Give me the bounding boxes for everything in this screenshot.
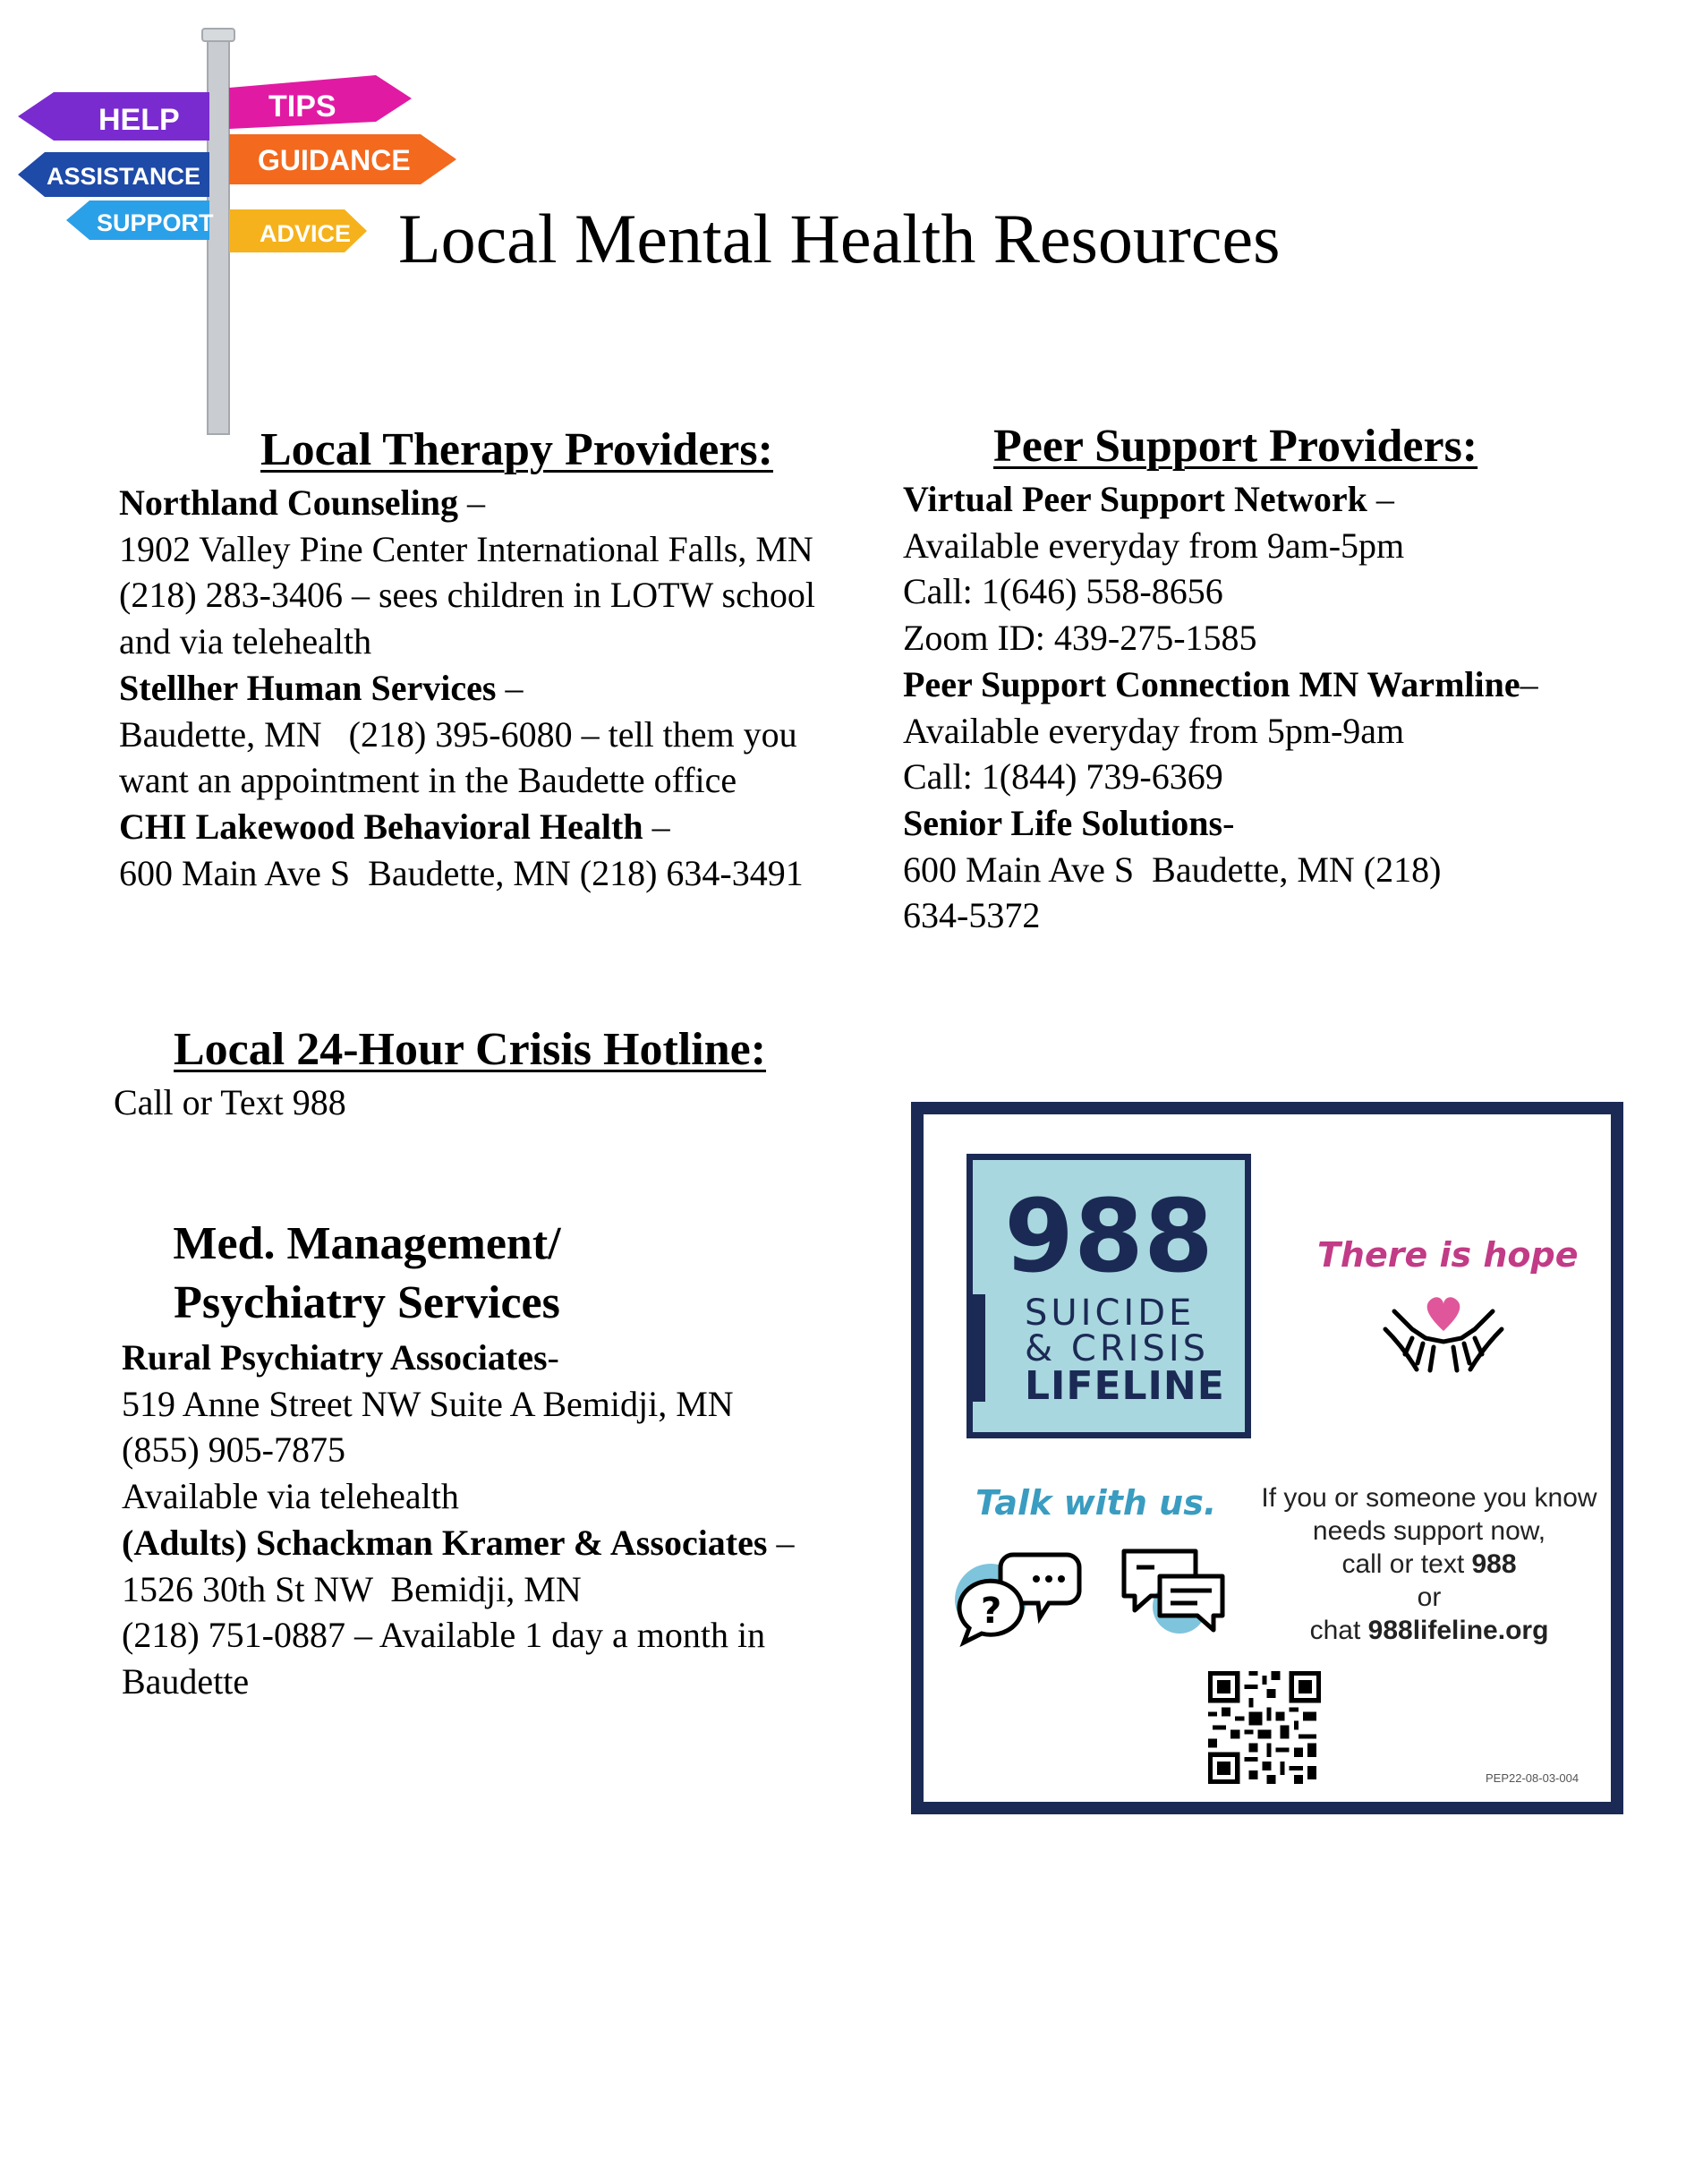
provider-info: Baudette, MN (218) 395-6080 – tell them you want an appointment in the Baudette office <box>119 713 797 801</box>
provider-name: Northland Counseling <box>119 482 458 523</box>
hope-text: There is hope <box>1317 1235 1579 1275</box>
provider-phone: (218) 751-0887 – Available 1 day a month in Baudette <box>122 1615 766 1702</box>
support-number: 988 <box>1471 1549 1517 1579</box>
dash: – <box>457 482 485 523</box>
crisis-text: Call or Text 988 <box>114 1082 346 1122</box>
sign-advice-label: ADVICE <box>260 220 352 247</box>
dash: - <box>547 1337 559 1378</box>
provider-address: 519 Anne Street NW Suite A Bemidji, MN <box>122 1383 734 1424</box>
med-list <box>122 1335 856 1705</box>
page-title: Local Mental Health Resources <box>398 200 1281 277</box>
peer-list <box>903 476 1637 939</box>
provider-name: Virtual Peer Support Network <box>903 479 1367 519</box>
med-management-section <box>122 1215 856 1705</box>
sign-tips-label: TIPS <box>268 90 336 124</box>
provider-name: Peer Support Connection MN Warmline <box>903 663 1520 704</box>
provider-name: CHI Lakewood Behavioral Health <box>119 806 643 847</box>
sign-support-label: SUPPORT <box>97 209 214 236</box>
sign-guidance-label: GUIDANCE <box>258 144 411 176</box>
publication-code: PEP22-08-03-004 <box>1486 1771 1580 1785</box>
logo-accent-bar <box>969 1294 985 1402</box>
support-chat-text: chat <box>1309 1616 1361 1645</box>
sign-help-label: HELP <box>98 103 180 137</box>
support-message <box>1232 1481 1626 1647</box>
provider-name-line <box>903 800 1637 847</box>
provider-address: 600 Main Ave S Baudette, MN (218) 634-5372 <box>903 849 1442 936</box>
logo-line-crisis: & CRISIS <box>1025 1328 1210 1369</box>
provider-name: Stellher Human Services <box>119 667 497 708</box>
provider-name: (Adults) Schackman Kramer & Associates <box>122 1522 768 1563</box>
support-line-2 <box>1232 1548 1626 1581</box>
provider-note: Available via telehealth <box>122 1476 459 1517</box>
provider-name-line <box>903 476 1637 523</box>
provider-address: 600 Main Ave S Baudette, MN (218) 634-3491 <box>119 852 804 893</box>
logo-number: 988 <box>1004 1179 1213 1295</box>
provider-address: 1526 30th St NW Bemidji, MN <box>122 1568 582 1609</box>
dash: – <box>1367 479 1394 519</box>
dash: – <box>496 667 524 708</box>
svg-text:?: ? <box>981 1591 1002 1632</box>
therapy-providers-section <box>119 421 853 896</box>
support-call-text: call or text <box>1341 1549 1465 1579</box>
logo-line-lifeline: LIFELINE <box>1025 1363 1225 1409</box>
med-heading-line2: Psychiatry Services <box>174 1277 560 1328</box>
med-heading-line1: Med. Management/ <box>173 1218 561 1269</box>
dash: – <box>643 806 670 847</box>
provider-hours: Available everyday from 5pm-9am <box>903 710 1405 751</box>
provider-name: Rural Psychiatry Associates <box>122 1337 548 1378</box>
support-line-1: If you or someone you know needs support now, <box>1261 1483 1597 1546</box>
dash: - <box>1222 802 1235 843</box>
support-line-4 <box>1232 1614 1626 1647</box>
qr-code-icon <box>1208 1671 1321 1784</box>
lifeline-card <box>911 1102 1623 1814</box>
provider-name-line <box>122 1335 856 1381</box>
sign-assistance-label: ASSISTANCE <box>47 163 201 190</box>
question-chat-icon <box>950 1537 1085 1653</box>
peer-support-section <box>903 421 1637 939</box>
provider-address: 1902 Valley Pine Center International Falls, MN <box>119 528 813 569</box>
therapy-heading: Local Therapy Providers: <box>260 424 773 475</box>
heart-hands-icon <box>1376 1284 1511 1383</box>
provider-zoom: Zoom ID: 439-275-1585 <box>903 618 1257 659</box>
provider-phone: Call: 1(646) 558-8656 <box>903 571 1223 612</box>
provider-name-line <box>903 661 1637 708</box>
provider-name-line <box>122 1520 856 1566</box>
provider-name-line <box>119 665 853 712</box>
crisis-hotline-section <box>114 1020 847 1126</box>
provider-name: Senior Life Solutions <box>903 802 1223 843</box>
message-chat-icon <box>1117 1540 1233 1648</box>
talk-with-us-text: Talk with us. <box>975 1483 1217 1523</box>
dash: – <box>1520 663 1538 704</box>
logo-line-suicide: SUICIDE <box>1025 1292 1196 1334</box>
crisis-heading: Local 24-Hour Crisis Hotline: <box>174 1024 767 1075</box>
provider-name-line <box>119 480 853 526</box>
therapy-list <box>119 480 853 896</box>
provider-phone: (218) 283-3406 – sees children in LOTW school and via telehealth <box>119 575 815 662</box>
provider-phone: (855) 905-7875 <box>122 1429 345 1471</box>
support-website: 988lifeline.org <box>1367 1616 1549 1645</box>
provider-name-line <box>119 804 853 850</box>
provider-phone: Call: 1(844) 739-6369 <box>903 756 1223 798</box>
med-heading <box>0 1215 734 1333</box>
lifeline-logo <box>966 1154 1251 1438</box>
provider-hours: Available everyday from 9am-5pm <box>903 525 1405 566</box>
peer-heading: Peer Support Providers: <box>993 421 1478 472</box>
support-or: or <box>1417 1583 1442 1612</box>
dash: – <box>767 1522 795 1563</box>
